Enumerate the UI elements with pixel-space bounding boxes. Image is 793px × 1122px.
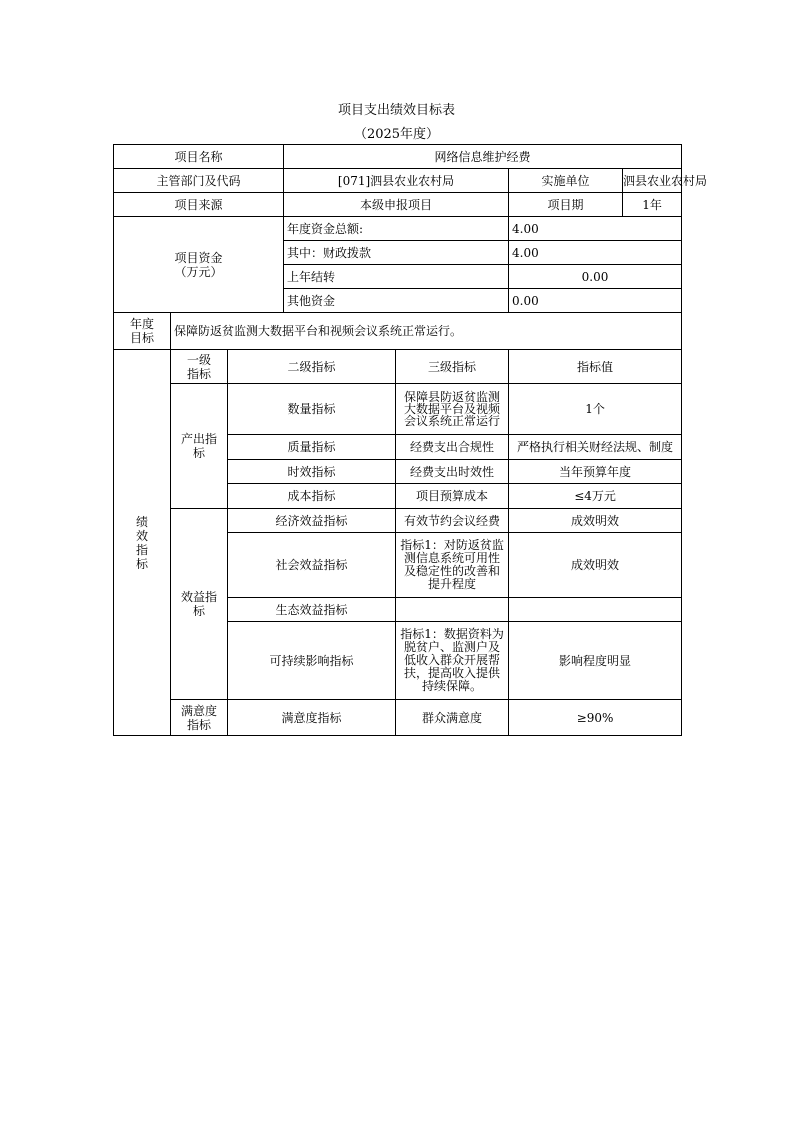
output-timeliness-level3: 经费支出时效性 (396, 460, 509, 484)
output-cost-level2: 成本指标 (228, 484, 396, 509)
benefit-social-level3: 指标1：对防返贫监测信息系统可用性及稳定性的改善和提升程度 (396, 533, 509, 598)
page-title: 项目支出绩效目标表 (337, 103, 455, 118)
header-level1: 一级 指标 (171, 350, 228, 384)
output-quantity-value: 1个 (509, 384, 682, 435)
label-output: 产出指 标 (171, 384, 228, 509)
label-department: 主管部门及代码 (114, 169, 284, 193)
funds-carryover-value: 0.00 (509, 265, 682, 289)
value-impl-unit: 泗县农业农村局 (623, 169, 682, 193)
benefit-ecological-level3 (396, 598, 509, 622)
output-timeliness-level2: 时效指标 (228, 460, 396, 484)
benefit-sustainable-level2: 可持续影响指标 (228, 622, 396, 700)
label-benefit: 效益指 标 (171, 509, 228, 700)
header-value: 指标值 (509, 350, 682, 384)
benefit-ecological-level2: 生态效益指标 (228, 598, 396, 622)
value-period: 1年 (623, 193, 682, 217)
output-quality-level2: 质量指标 (228, 435, 396, 460)
funds-other-label: 其他资金 (284, 289, 509, 313)
value-annual-goal: 保障防返贫监测大数据平台和视频会议系统正常运行。 (171, 313, 682, 350)
label-period: 项目期 (509, 193, 623, 217)
row-source (114, 193, 682, 217)
row-satisfaction (114, 700, 682, 736)
label-annual-goal: 年度 目标 (114, 313, 171, 350)
label-perf-indicators: 绩 效 指 标 (114, 350, 171, 736)
output-quality-value: 严格执行相关财经法规、制度 (509, 435, 682, 460)
value-project-name: 网络信息维护经费 (284, 145, 682, 169)
row-output-quantity (114, 384, 682, 435)
funds-fiscal-label: 其中：财政拨款 (284, 241, 509, 265)
page-year: （2025年度） (353, 127, 440, 142)
row-funds-total (114, 217, 682, 241)
benefit-economic-level3: 有效节约会议经费 (396, 509, 509, 533)
output-timeliness-value: 当年预算年度 (509, 460, 682, 484)
output-cost-value: ≤4万元 (509, 484, 682, 509)
row-project-name (114, 145, 682, 169)
label-funds: 项目资金 （万元） (114, 217, 284, 313)
header-level3: 三级指标 (396, 350, 509, 384)
output-cost-level3: 项目预算成本 (396, 484, 509, 509)
benefit-sustainable-value: 影响程度明显 (509, 622, 682, 700)
satisfaction-level3: 群众满意度 (396, 700, 509, 736)
row-indicator-header (114, 350, 682, 384)
funds-total-value: 4.00 (509, 217, 682, 241)
funds-other-value: 0.00 (509, 289, 682, 313)
output-quantity-level3: 保障县防返贫监测大数据平台及视频会议系统正常运行 (396, 384, 509, 435)
benefit-economic-level2: 经济效益指标 (228, 509, 396, 533)
funds-fiscal-value: 4.00 (509, 241, 682, 265)
benefit-social-value: 成效明效 (509, 533, 682, 598)
satisfaction-level2: 满意度指标 (228, 700, 396, 736)
value-department: [071]泗县农业农村局 (284, 169, 509, 193)
label-source: 项目来源 (114, 193, 284, 217)
performance-table (113, 144, 708, 736)
output-quantity-level2: 数量指标 (228, 384, 396, 435)
label-impl-unit: 实施单位 (509, 169, 623, 193)
funds-total-label: 年度资金总额: (284, 217, 509, 241)
value-source: 本级申报项目 (284, 193, 509, 217)
row-annual-goal (114, 313, 682, 350)
benefit-social-level2: 社会效益指标 (228, 533, 396, 598)
satisfaction-value: ≥90% (509, 700, 682, 736)
label-satisfaction: 满意度 指标 (171, 700, 228, 736)
benefit-ecological-value (509, 598, 682, 622)
header-level2: 二级指标 (228, 350, 396, 384)
funds-carryover-label: 上年结转 (284, 265, 509, 289)
row-department (114, 169, 682, 193)
benefit-sustainable-level3: 指标1：数据资料为脱贫户、监测户及低收入群众开展帮扶，提高收入提供持续保障。 (396, 622, 509, 700)
row-benefit-economic (114, 509, 682, 533)
label-project-name: 项目名称 (114, 145, 284, 169)
benefit-economic-value: 成效明效 (509, 509, 682, 533)
output-quality-level3: 经费支出合规性 (396, 435, 509, 460)
